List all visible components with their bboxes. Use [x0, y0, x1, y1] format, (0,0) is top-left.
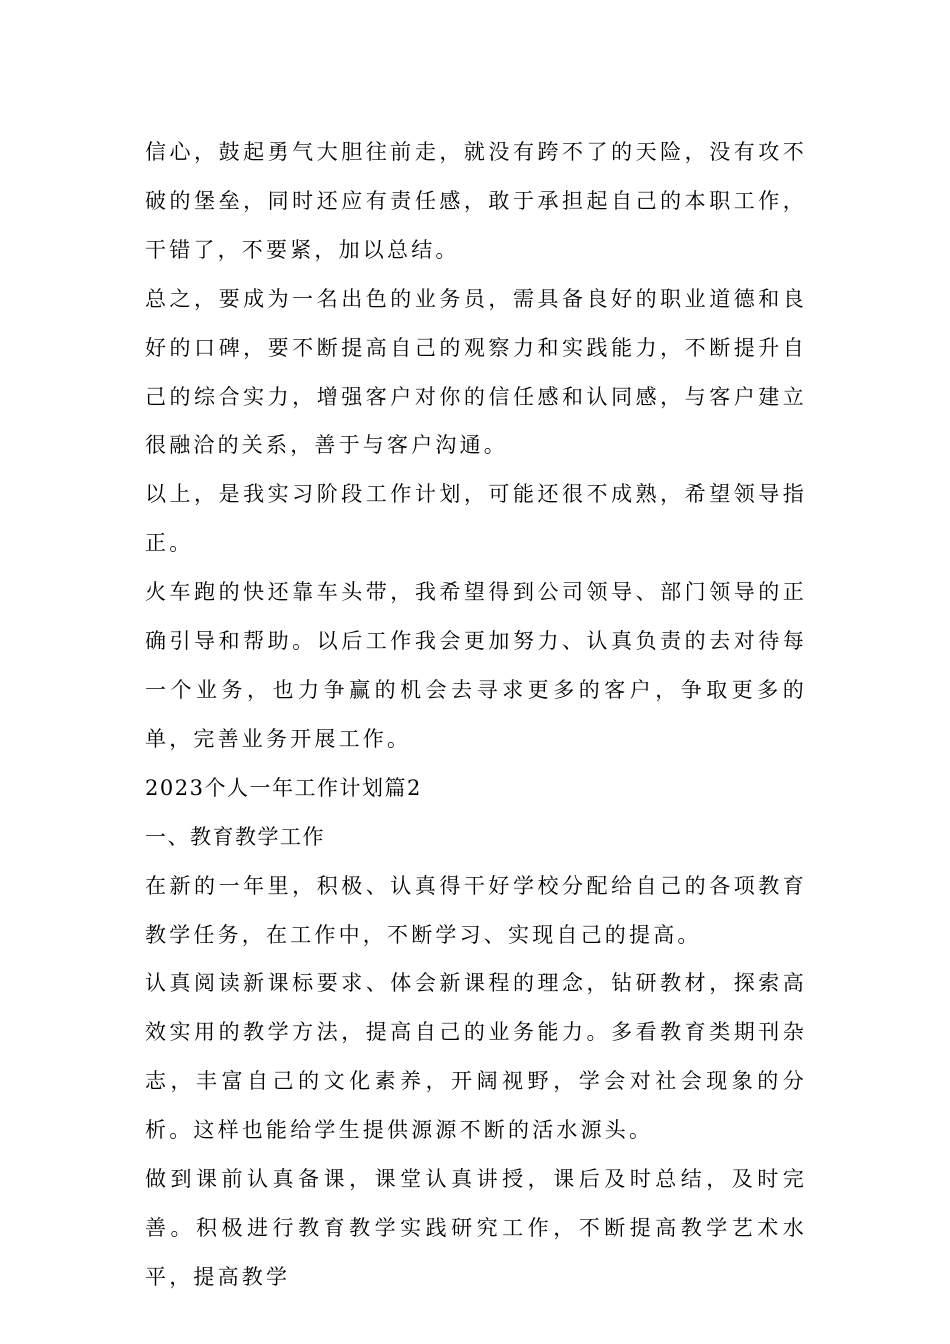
- paragraph: 在新的一年里，积极、认真得干好学校分配给自己的各项教育教学任务，在工作中，不断学习、实现自己的提高。: [145, 873, 807, 947]
- paragraph: 做到课前认真备课，课堂认真讲授，课后及时总结，及时完善。积极进行教育教学实践研究工作，不断提高教学艺术水平，提高教学: [145, 1167, 807, 1289]
- section-title: 2023个人一年工作计划篇2: [145, 775, 422, 800]
- paragraph: 火车跑的快还靠车头带，我希望得到公司领导、部门领导的正确引导和帮助。以后工作我会更加努力、认真负责的去对待每一个业务，也力争赢的机会去寻求更多的客户，争取更多的单，完善业务开展工作。: [145, 580, 807, 751]
- paragraph: 信心，鼓起勇气大胆往前走，就没有跨不了的天险，没有攻不破的堡垒，同时还应有责任感，敢于承担起自己的本职工作，干错了，不要紧，加以总结。: [145, 140, 807, 262]
- subsection-heading: 一、教育教学工作: [145, 824, 325, 849]
- paragraph: 以上，是我实习阶段工作计划，可能还很不成熟，希望领导指正。: [145, 482, 807, 556]
- paragraph: 认真阅读新课标要求、体会新课程的理念，钻研教材，探索高效实用的教学方法，提高自己的业务能力。多看教育类期刊杂志，丰富自己的文化素养，开阔视野，学会对社会现象的分析。这样也能给学生提供源源不断的活水源头。: [145, 971, 807, 1143]
- document-body: [145, 128, 807, 1302]
- paragraph: 总之，要成为一名出色的业务员，需具备良好的职业道德和良好的口碑，要不断提高自己的观察力和实践能力，不断提升自己的综合实力，增强客户对你的信任感和认同感，与客户建立很融洽的关系，善于与客户沟通。: [145, 286, 807, 458]
